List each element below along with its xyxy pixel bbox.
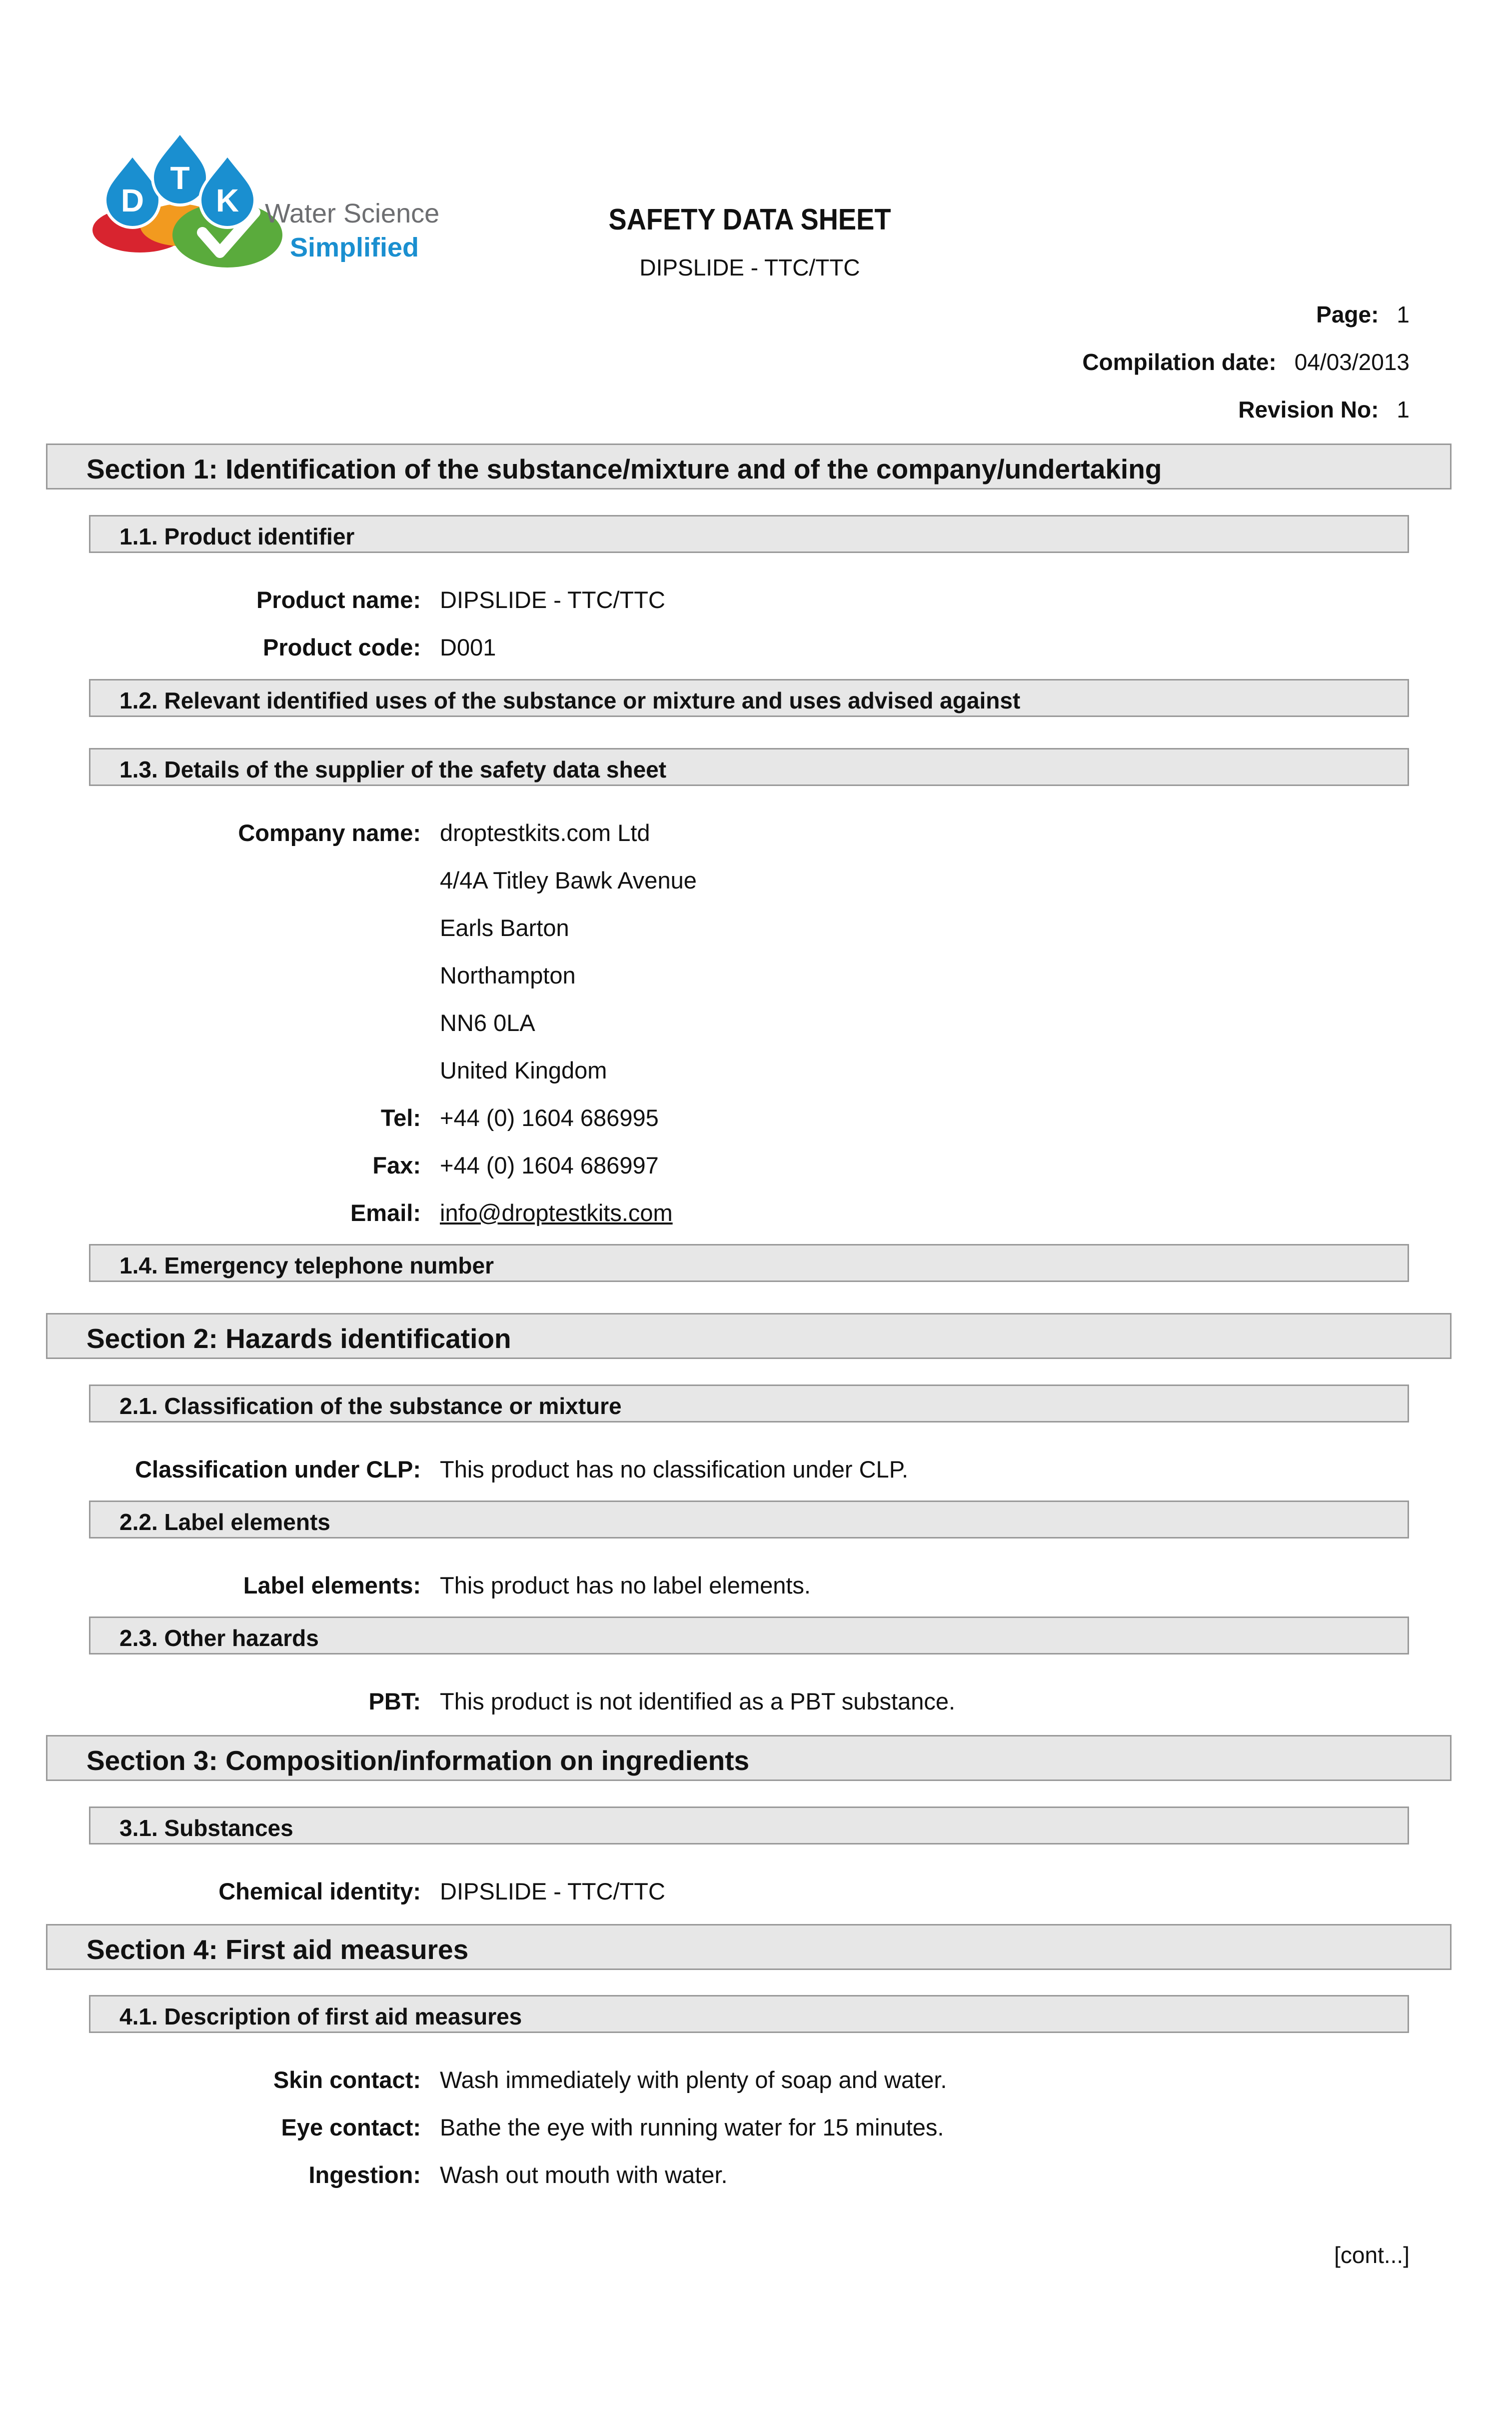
compilation-date-label: Compilation date: [1082,349,1277,375]
skin-contact-label: Skin contact: [273,2066,421,2093]
subsection-2-1-header [89,1384,1409,1422]
logo-letter-d: D [120,182,144,218]
address-line-2-value: Earls Barton [440,914,569,941]
clp-value: This product has no classification under CLP. [440,1456,909,1482]
section-3-header [46,1735,1452,1781]
clp-label: Classification under CLP: [135,1456,421,1482]
eye-contact-value: Bathe the eye with running water for 15 minutes. [440,2114,944,2140]
subsection-1-3-title: 1.3. Details of the supplier of the safety data sheet [119,756,667,782]
section-1-title: Section 1: Identification of the substance/mixture and of the company/undertaking [86,454,1162,484]
logo-letter-t: T [170,160,190,196]
continued-marker: [cont...] [1334,2242,1410,2268]
address-country-value: United Kingdom [440,1057,607,1084]
product-code-label: Product code: [263,634,421,660]
product-name-value: DIPSLIDE - TTC/TTC [440,586,665,613]
skin-contact-value: Wash immediately with plenty of soap and water. [440,2066,947,2093]
revision-value: 1 [1397,396,1410,422]
section-1-header [46,444,1452,490]
revision-label: Revision No: [1238,396,1379,422]
address-postcode-value: NN6 0LA [440,1010,535,1036]
pbt-label: PBT: [368,1688,421,1714]
address-line-1-value: 4/4A Titley Bawk Avenue [440,867,697,894]
label-elements-label: Label elements: [243,1572,421,1598]
section-4-header [46,1924,1452,1970]
document-title: SAFETY DATA SHEET [608,203,891,236]
subsection-1-2-title: 1.2. Relevant identified uses of the substance or mixture and uses advised against [119,688,1021,714]
subsection-4-1-title: 4.1. Description of first aid measures [119,2004,522,2030]
fax-value: +44 (0) 1604 686997 [440,1152,659,1178]
subsection-2-3-title: 2.3. Other hazards [119,1625,319,1651]
fax-label: Fax: [372,1152,421,1178]
logo-text-line1: Water Science [265,198,440,228]
subsection-1-1-header [89,515,1409,553]
email-label: Email: [350,1200,421,1226]
subsection-2-1-title: 2.1. Classification of the substance or mixture [119,1393,622,1419]
company-logo [92,128,442,278]
subsection-2-2-title: 2.2. Label elements [119,1509,330,1535]
label-elements-value: This product has no label elements. [440,1572,811,1598]
pbt-value: This product is not identified as a PBT substance. [440,1688,956,1714]
subsection-3-1-title: 3.1. Substances [119,1815,293,1841]
document-subtitle: DIPSLIDE - TTC/TTC [639,254,860,280]
section-4-title: Section 4: First aid measures [86,1934,469,1965]
email-link[interactable]: info@droptestkits.com [440,1200,673,1226]
subsection-1-4-header [89,1244,1409,1282]
page-label: Page: [1316,302,1379,328]
product-name-label-text: Product name: [256,586,421,613]
company-name-value: droptestkits.com Ltd [440,820,650,846]
compilation-date-value: 04/03/2013 [1294,349,1410,375]
logo-text-line2: Simplified [290,232,419,262]
ingestion-label: Ingestion: [308,2162,421,2188]
address-line-3-value: Northampton [440,962,576,988]
page-value: 1 [1397,302,1410,328]
subsection-1-4-title: 1.4. Emergency telephone number [119,1252,494,1278]
company-name-label: Company name: [238,820,421,846]
chemical-identity-value: DIPSLIDE - TTC/TTC [440,1878,665,1904]
subsection-1-3-header [89,748,1409,786]
ingestion-value: Wash out mouth with water. [440,2162,728,2188]
tel-label: Tel: [380,1104,421,1131]
compilation-date-row [1082,348,1410,376]
revision-row [1238,396,1410,423]
page-number-row [1316,301,1410,328]
tel-value: +44 (0) 1604 686995 [440,1104,659,1131]
chemical-identity-label: Chemical identity: [218,1878,421,1904]
section-2-title: Section 2: Hazards identification [86,1323,511,1354]
section-3-title: Section 3: Composition/information on ingredients [86,1745,750,1776]
subsection-2-3-header [89,1616,1409,1654]
subsection-1-2-header [89,679,1409,717]
subsection-3-1-header [89,1806,1409,1844]
subsection-2-2-header [89,1500,1409,1538]
subsection-4-1-header [89,1995,1409,2033]
subsection-1-1-title: 1.1. Product identifier [119,524,355,550]
product-code-value: D001 [440,634,496,660]
eye-contact-label: Eye contact: [281,2114,421,2140]
section-2-header [46,1313,1452,1359]
logo-letter-k: K [215,182,239,218]
